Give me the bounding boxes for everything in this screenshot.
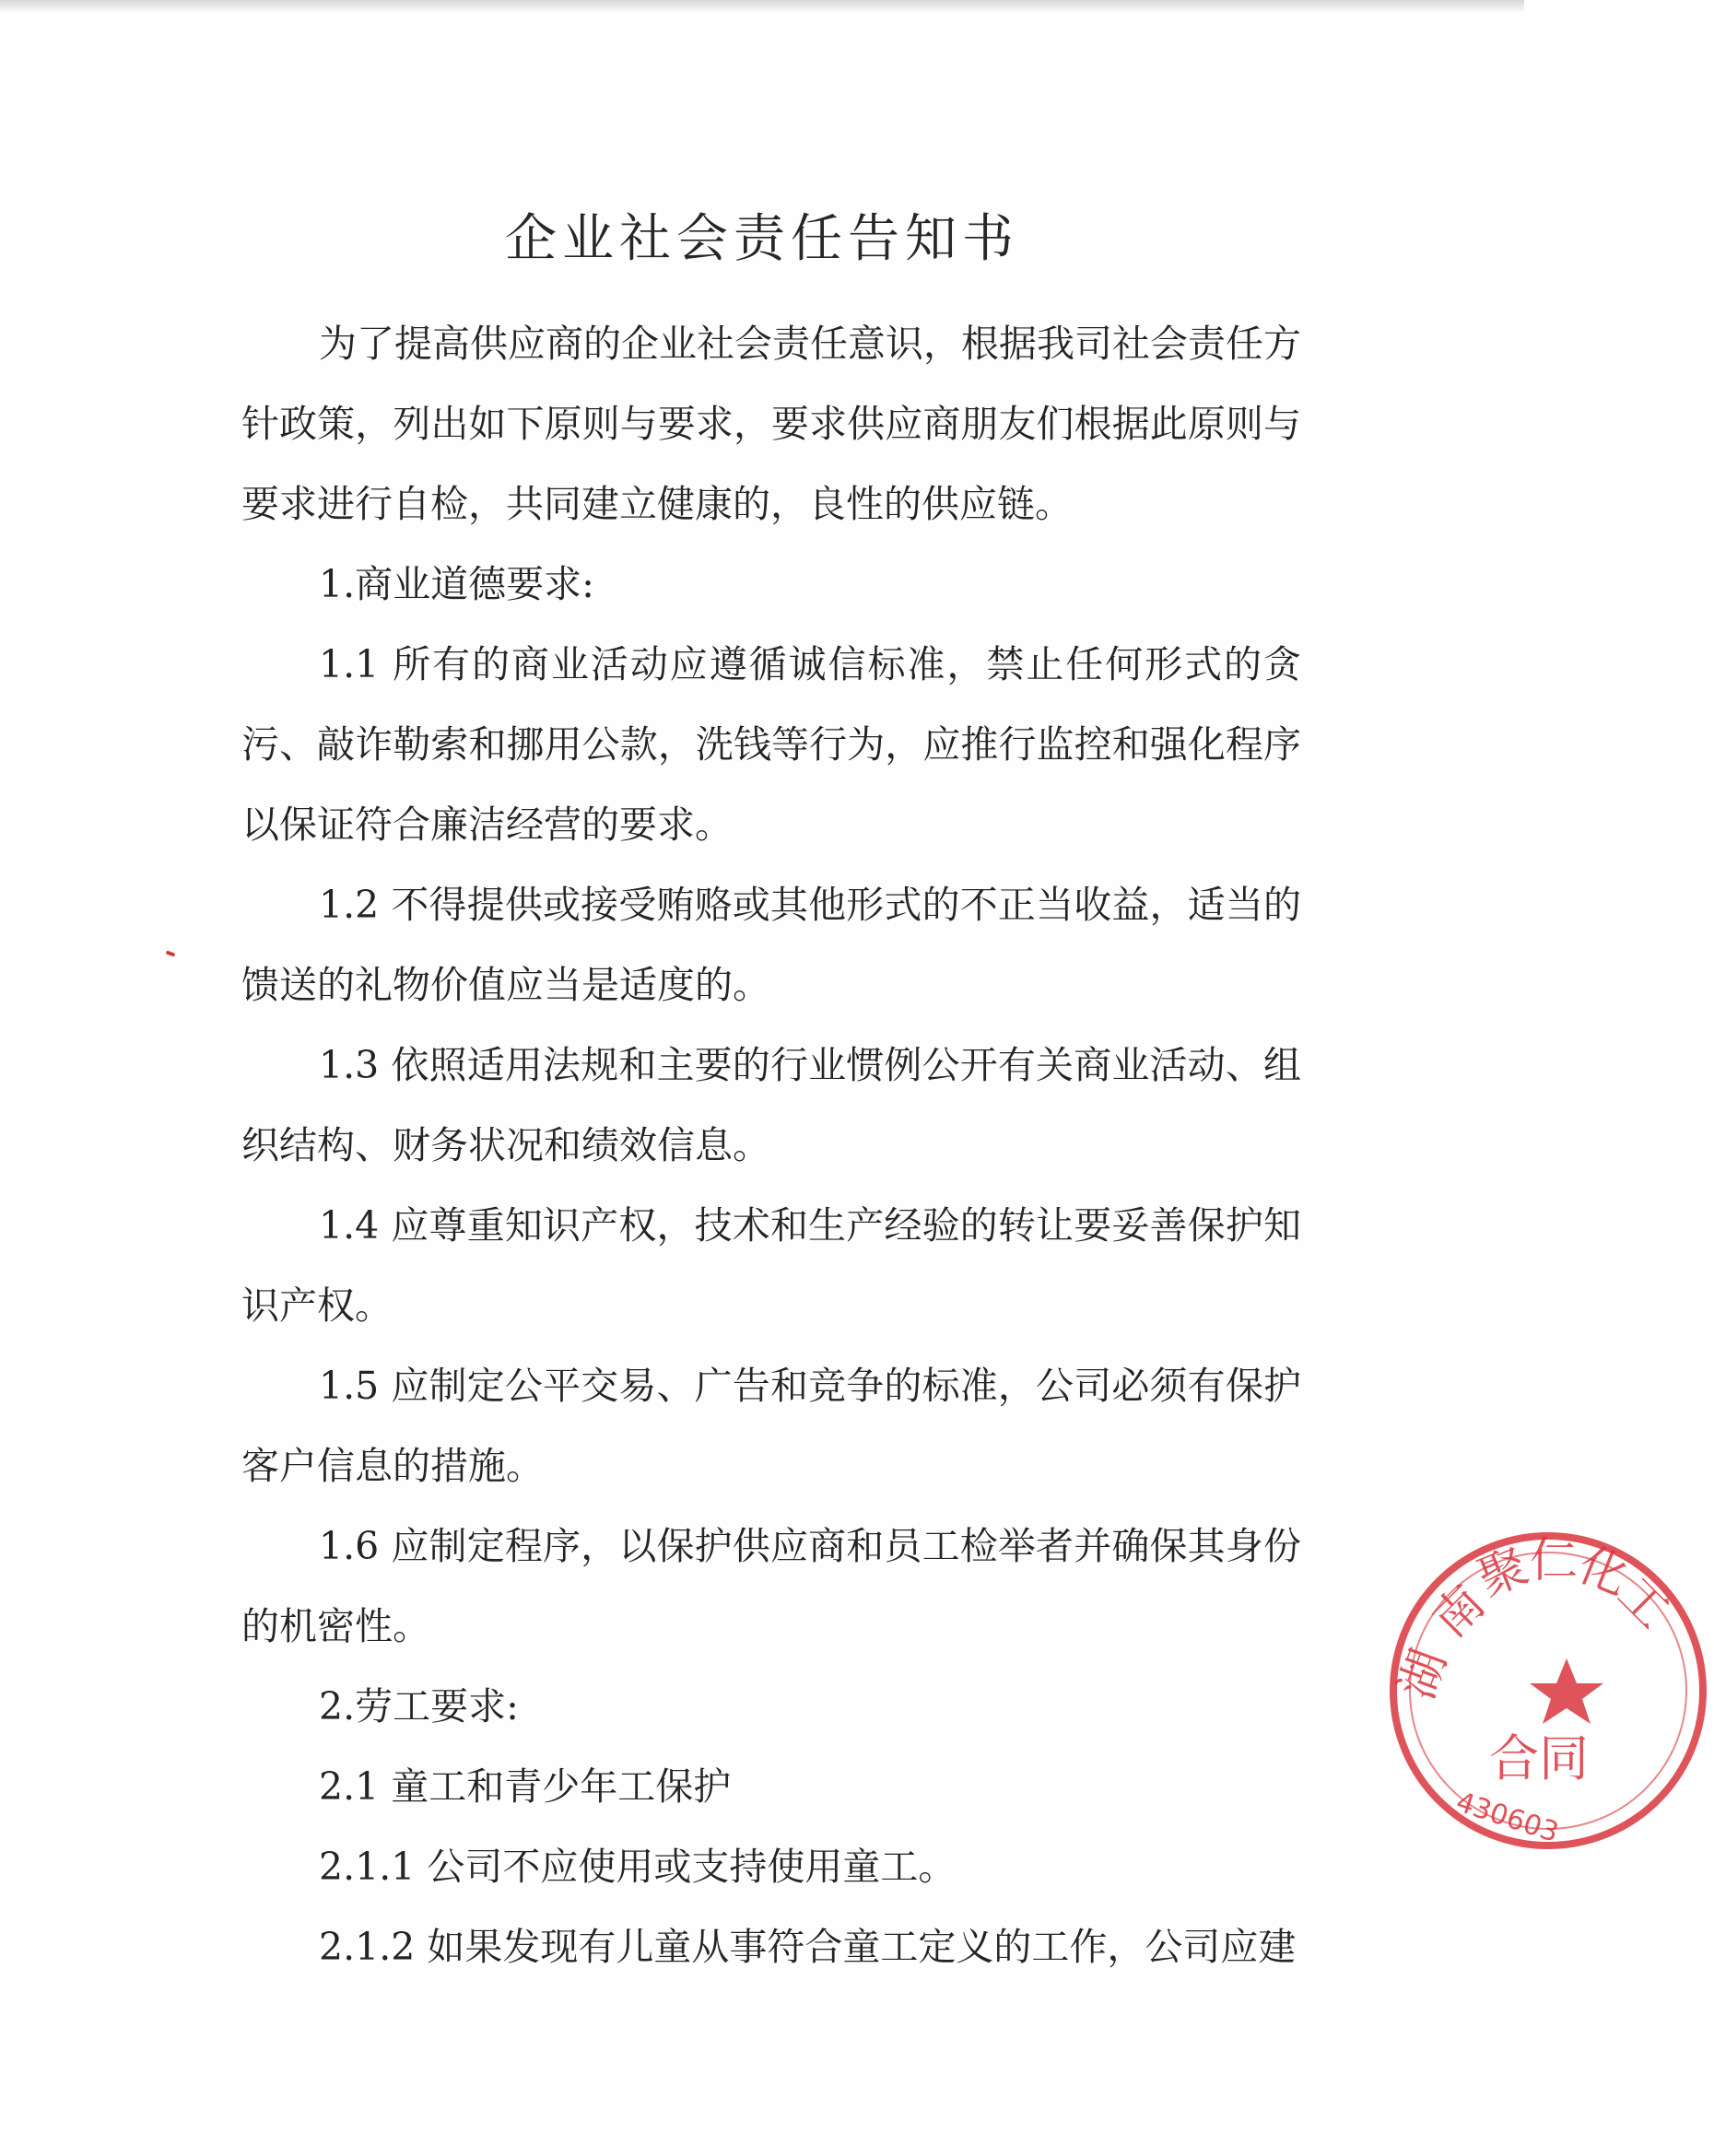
svg-text:合同: 合同	[1489, 1729, 1589, 1787]
clause-1-5: 1.5 应制定公平交易、广告和竞争的标准，公司必须有保护客户信息的措施。	[241, 1364, 1301, 1488]
clause-2-1-2: 2.1.2 如果发现有儿童从事符合童工定义的工作，公司应建	[319, 1925, 1297, 1969]
clause-2-1-1: 2.1.1 公司不应使用或支持使用童工。	[319, 1845, 957, 1889]
clause-2-1: 2.1 童工和青少年工保护	[319, 1764, 732, 1809]
svg-text:化: 化	[1570, 1537, 1637, 1607]
document-body	[241, 304, 1301, 1987]
clause-1-2: 1.2 不得提供或接受贿赂或其他形式的不正当收益，适当的馈送的礼物价值应当是适度的。	[241, 883, 1301, 1007]
svg-text:聚: 聚	[1470, 1538, 1536, 1608]
clause-1-6: 1.6 应制定程序，以保护供应商和员工检举者并确保其身份的机密性。	[241, 1524, 1301, 1648]
company-seal-stamp	[1382, 1525, 1714, 1857]
svg-text:工: 工	[1606, 1566, 1681, 1640]
svg-text:湖: 湖	[1389, 1642, 1458, 1706]
svg-text:430603: 430603	[1451, 1786, 1563, 1850]
clause-1-1: 1.1 所有的商业活动应遵循诚信标准，禁止任何形式的贪污、敲诈勒索和挪用公款，洗钱等行为，应推行监控和强化程序以保证符合廉洁经营的要求。	[241, 642, 1301, 847]
section-heading-labor: 2.劳工要求:	[319, 1684, 519, 1728]
clause-1-4: 1.4 应尊重知识产权，技术和生产经验的转让要妥善保护知识产权。	[241, 1203, 1301, 1328]
section-heading-business-ethics: 1.商业道德要求:	[319, 562, 594, 606]
scan-edge	[0, 0, 1524, 13]
svg-text:仁: 仁	[1530, 1533, 1579, 1588]
clause-1-3: 1.3 依照适用法规和主要的行业惯例公开有关商业活动、组织结构、财务状况和绩效信息。	[241, 1043, 1301, 1167]
document-title: 企业社会责任告知书	[505, 209, 1019, 269]
intro-paragraph: 为了提高供应商的企业社会责任意识，根据我司社会责任方针政策，列出如下原则与要求，要求供应商朋友们根据此原则与要求进行自检，共同建立健康的，良性的供应链。	[241, 322, 1301, 526]
svg-text:南: 南	[1422, 1575, 1497, 1648]
stray-ink-mark	[166, 950, 176, 956]
